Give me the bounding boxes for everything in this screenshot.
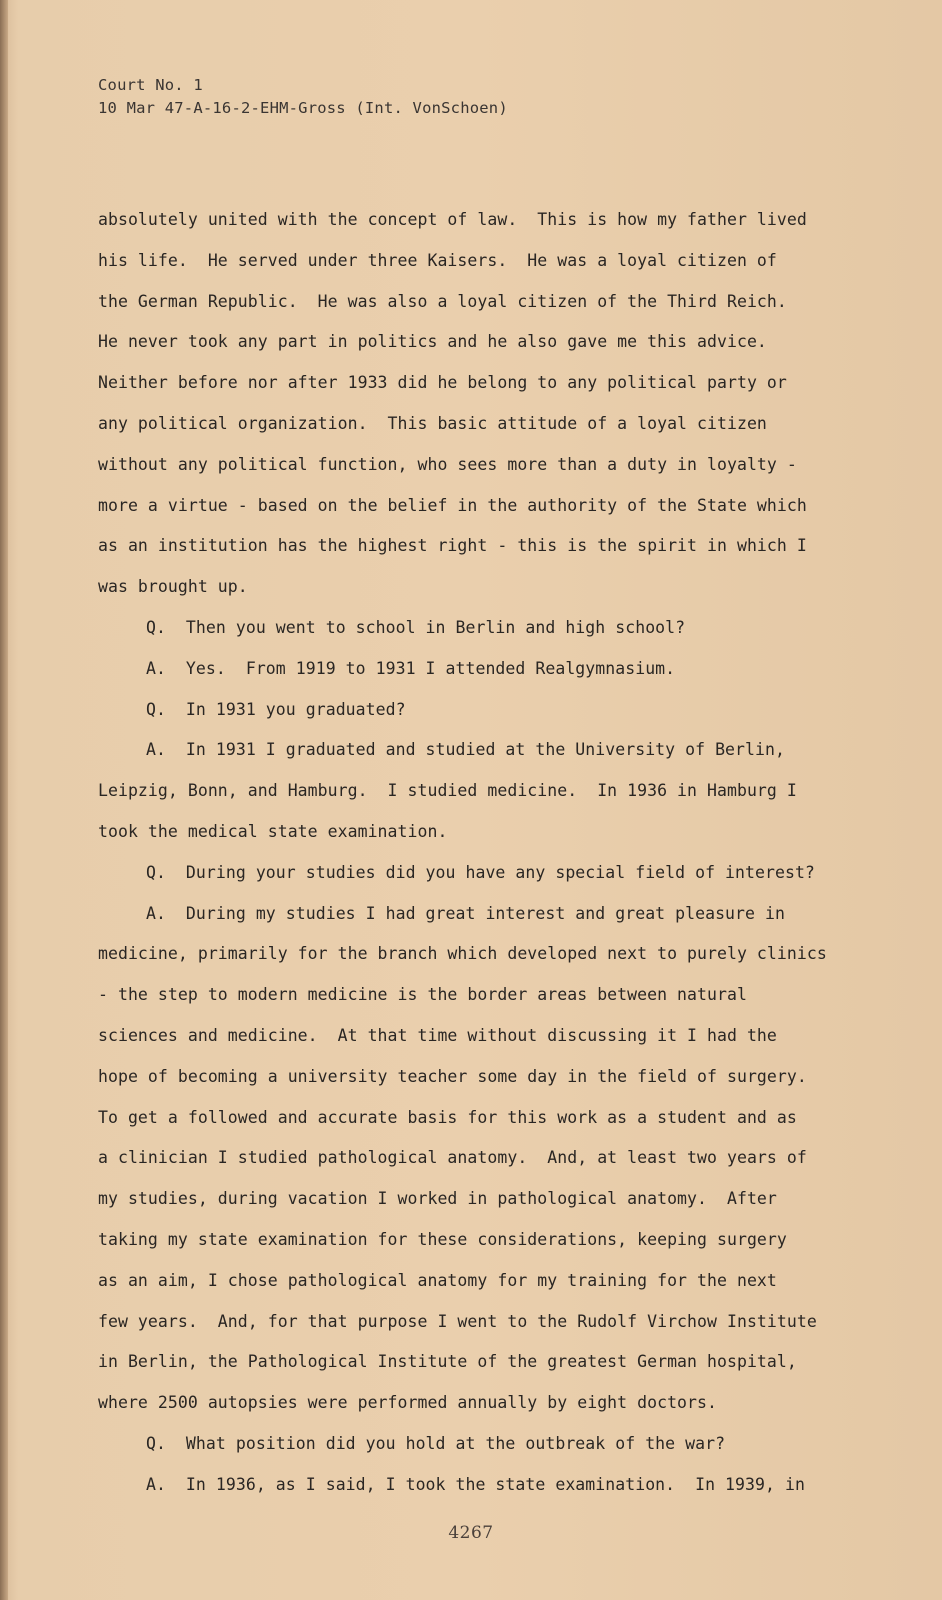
transcript-line: without any political function, who sees more than a duty in loyalty - [98,454,797,474]
transcript-line: Q. Then you went to school in Berlin and high school? [146,617,686,637]
transcript-line: where 2500 autopsies were performed annually by eight doctors. [98,1393,717,1413]
transcript-line: a clinician I studied pathological anatomy. And, at least two years of [98,1148,807,1168]
transcript-line: medicine, primarily for the branch which developed next to purely clinics [98,944,827,964]
transcript-line: A. During my studies I had great interest and great pleasure in [146,903,785,923]
transcript-line: He never took any part in politics and he also gave me this advice. [98,332,767,352]
transcript-line: as an institution has the highest right - this is the spirit in which I [98,536,807,556]
transcript-line: took the medical state examination. [98,821,448,841]
transcript-line: taking my state examination for these considerations, keeping surgery [98,1229,787,1249]
transcript-line: - the step to modern medicine is the border areas between natural [98,985,747,1005]
transcript-line: few years. And, for that purpose I went to the Rudolf Virchow Institute [98,1311,817,1331]
transcript-line: To get a followed and accurate basis for this work as a student and as [98,1107,797,1127]
transcript-line: Q. What position did you hold at the outbreak of the war? [146,1433,726,1453]
transcript-line: Leipzig, Bonn, and Hamburg. I studied medicine. In 1936 in Hamburg I [98,781,797,801]
court-number: Court No. 1 [98,76,203,94]
transcript-line: my studies, during vacation I worked in pathological anatomy. After [98,1189,777,1209]
transcript-line: the German Republic. He was also a loyal citizen of the Third Reich. [98,291,787,311]
transcript-line: sciences and medicine. At that time without discussing it I had the [98,1025,777,1045]
transcript-line: Neither before nor after 1933 did he belong to any political party or [98,373,787,393]
document-header [98,74,508,120]
transcript-line: any political organization. This basic attitude of a loyal citizen [98,413,767,433]
transcript-line: Q. In 1931 you graduated? [146,699,406,719]
transcript-reference: 10 Mar 47-A-16-2-EHM-Gross (Int. VonSchoen) [98,99,508,117]
transcript-line: more a virtue - based on the belief in the authority of the State which [98,495,807,515]
transcript-line: his life. He served under three Kaisers. He was a loyal citizen of [98,250,777,270]
transcript-line: A. Yes. From 1919 to 1931 I attended Realgymnasium. [146,658,676,678]
transcript-line: A. In 1936, as I said, I took the state examination. In 1939, in [146,1474,805,1494]
transcript-line: Q. During your studies did you have any special field of interest? [146,862,815,882]
transcript-body [98,200,858,1506]
page-number: 4267 [448,1523,494,1543]
transcript-line: absolutely united with the concept of law. This is how my father lived [98,210,807,229]
transcript-line: in Berlin, the Pathological Institute of the greatest German hospital, [98,1352,797,1372]
transcript-line: hope of becoming a university teacher some day in the field of surgery. [98,1066,807,1086]
transcript-line: was brought up. [98,577,248,597]
paper-edge [0,0,8,1600]
transcript-line: as an aim, I chose pathological anatomy for my training for the next [98,1270,777,1290]
transcript-line: A. In 1931 I graduated and studied at the University of Berlin, [146,740,785,760]
